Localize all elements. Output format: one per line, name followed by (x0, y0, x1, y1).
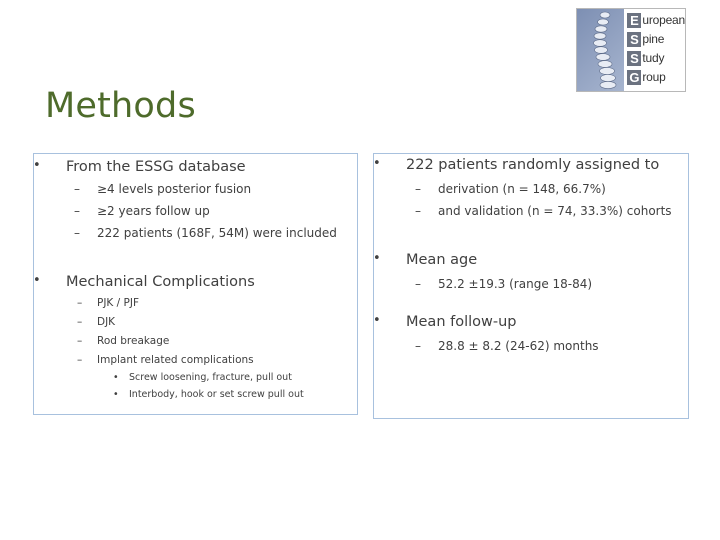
list-item: – derivation (n = 148, 66.7%) (415, 182, 606, 196)
list-item: – ≥4 levels posterior fusion (74, 182, 252, 196)
spine-icon (577, 9, 624, 91)
dash-icon: – (77, 335, 83, 347)
bullet-icon: • (373, 156, 381, 171)
bullet-mechanical-complications: • Mechanical Complications (33, 273, 255, 290)
list-item: – Rod breakage (77, 335, 170, 347)
dash-icon: – (77, 354, 83, 366)
bullet-mean-age: • Mean age (373, 251, 478, 268)
list-item: – 28.8 ± 8.2 (24-62) months (415, 339, 599, 353)
slide-title: Methods (45, 86, 196, 126)
dash-icon: – (415, 204, 421, 218)
list-item: – Implant related complications (77, 354, 254, 366)
sub-list-item: • Screw loosening, fracture, pull out (113, 372, 292, 383)
logo-wordmark (624, 9, 685, 91)
list-item: – DJK (77, 316, 116, 328)
dash-icon: – (77, 297, 83, 309)
dash-icon: – (77, 316, 83, 328)
bullet-icon: • (113, 389, 119, 400)
list-item: – ≥2 years follow up (74, 204, 210, 218)
bullet-icon: • (33, 273, 41, 288)
bullet-icon: • (33, 158, 41, 173)
list-item: – PJK / PJF (77, 297, 139, 309)
bullet-icon: • (373, 251, 381, 266)
bullet-essg-database: • From the ESSG database (33, 158, 246, 175)
logo-line-european: E uropean (627, 11, 685, 30)
dash-icon: – (74, 226, 80, 240)
bullet-patients-assigned: • 222 patients randomly assigned to (373, 156, 660, 173)
dash-icon: – (415, 182, 421, 196)
bullet-mean-follow-up: • Mean follow-up (373, 313, 517, 330)
dash-icon: – (74, 182, 80, 196)
essg-logo (576, 8, 686, 92)
dash-icon: – (415, 277, 421, 291)
logo-line-study: S tudy (627, 49, 685, 68)
bullet-icon: • (113, 372, 119, 383)
bullet-icon: • (373, 313, 381, 328)
logo-line-group: G roup (627, 68, 685, 87)
dash-icon: – (74, 204, 80, 218)
list-item: – 222 patients (168F, 54M) were included (74, 226, 337, 240)
logo-line-spine: S pine (627, 30, 685, 49)
dash-icon: – (415, 339, 421, 353)
list-item: – and validation (n = 74, 33.3%) cohorts (415, 204, 672, 218)
list-item: – 52.2 ±19.3 (range 18-84) (415, 277, 593, 291)
sub-list-item: • Interbody, hook or set screw pull out (113, 389, 304, 400)
